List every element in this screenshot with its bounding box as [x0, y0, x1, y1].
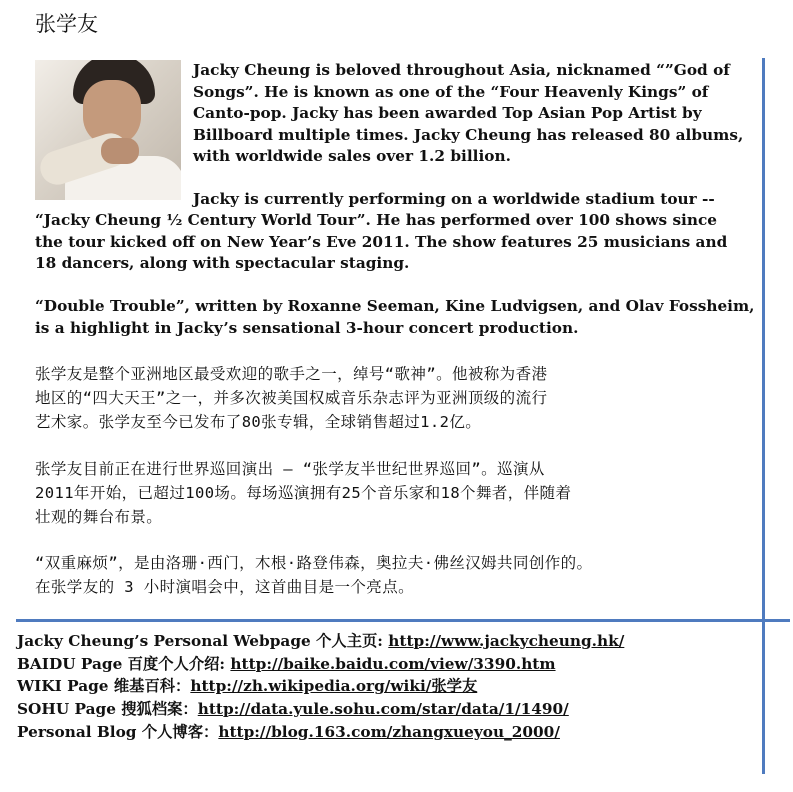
link-row-wiki — [17, 675, 757, 698]
photo-hand — [101, 138, 139, 164]
english-paragraph-1: Jacky Cheung is beloved throughout Asia, nicknamed “”God of Songs”. He is known as one of the “Four Heavenly Kings” of Canto-pop. Jacky has been awarded Top Asian Pop Artist by Billboard multiple times. Jacky Cheung has released 80 albums, with worldwide sales over 1.2 billion. — [193, 61, 744, 165]
vertical-rule — [762, 58, 765, 774]
link-blog[interactable]: http://blog.163.com/zhangxueyou_2000/ — [218, 722, 560, 741]
link-sohu[interactable]: http://data.yule.sohu.com/star/data/1/1490/ — [197, 700, 569, 719]
link-personal-webpage[interactable]: http://www.jackycheung.hk/ — [388, 632, 625, 650]
link-row-blog — [17, 721, 757, 744]
english-paragraph-2-rest: “Jacky Cheung ½ Century World Tour”. He has performed over 100 shows since the tour kicked off on New Year’s Eve 2011. The show features 25 musicians and 18 dancers, along with spectacular staging. — [35, 211, 728, 272]
horizontal-rule — [16, 619, 790, 622]
link-label: SOHU Page 搜狐档案： — [17, 700, 198, 719]
link-label: WIKI Page 维基百科： — [17, 677, 191, 696]
link-label: BAIDU Page 百度个人介绍: — [17, 654, 231, 673]
links-section — [17, 630, 757, 744]
chinese-paragraph-1: 张学友是整个亚洲地区最受欢迎的歌手之一，绰号“歌神”。他被称为香港 地区的“四大天王”之一，并多次被美国权威音乐杂志评为亚洲顶级的流行 艺术家。张学友至今已发布了80张专辑，全球销售超过1.2亿。 — [35, 365, 548, 431]
chinese-paragraph-3: “双重麻烦”，是由洛珊·西门，木根·路登伟森，奥拉夫·佛丝汉姆共同创作的。 在张学友的 3 小时演唱会中，这首曲目是一个亮点。 — [35, 554, 593, 596]
link-baidu[interactable]: http://baike.baidu.com/view/3390.htm — [230, 654, 556, 673]
link-label: Personal Blog 个人博客： — [17, 722, 219, 741]
link-label: Jacky Cheung’s Personal Webpage 个人主页: — [17, 632, 389, 650]
artist-photo — [35, 60, 181, 200]
link-row-personal-webpage — [17, 630, 757, 653]
link-row-sohu — [17, 698, 757, 721]
link-row-baidu — [17, 653, 757, 676]
page-title: 张学友 — [35, 12, 98, 36]
english-paragraph-3: “Double Trouble”, written by Roxanne Seeman, Kine Ludvigsen, and Olav Fossheim, is a highlight in Jacky’s sensational 3-hour concert production. — [35, 297, 755, 337]
chinese-paragraph-2: 张学友目前正在进行世界巡回演出 – “张学友半世纪世界巡回”。巡演从 2011年开始，已超过100场。每场巡演拥有25个音乐家和18个舞者，伴随着 壮观的舞台布景。 — [35, 460, 572, 526]
link-wiki[interactable]: http://zh.wikipedia.org/wiki/张学友 — [190, 677, 478, 696]
english-paragraph-2-line-1: Jacky is currently performing on a worldwide stadium tour -- — [193, 190, 715, 208]
